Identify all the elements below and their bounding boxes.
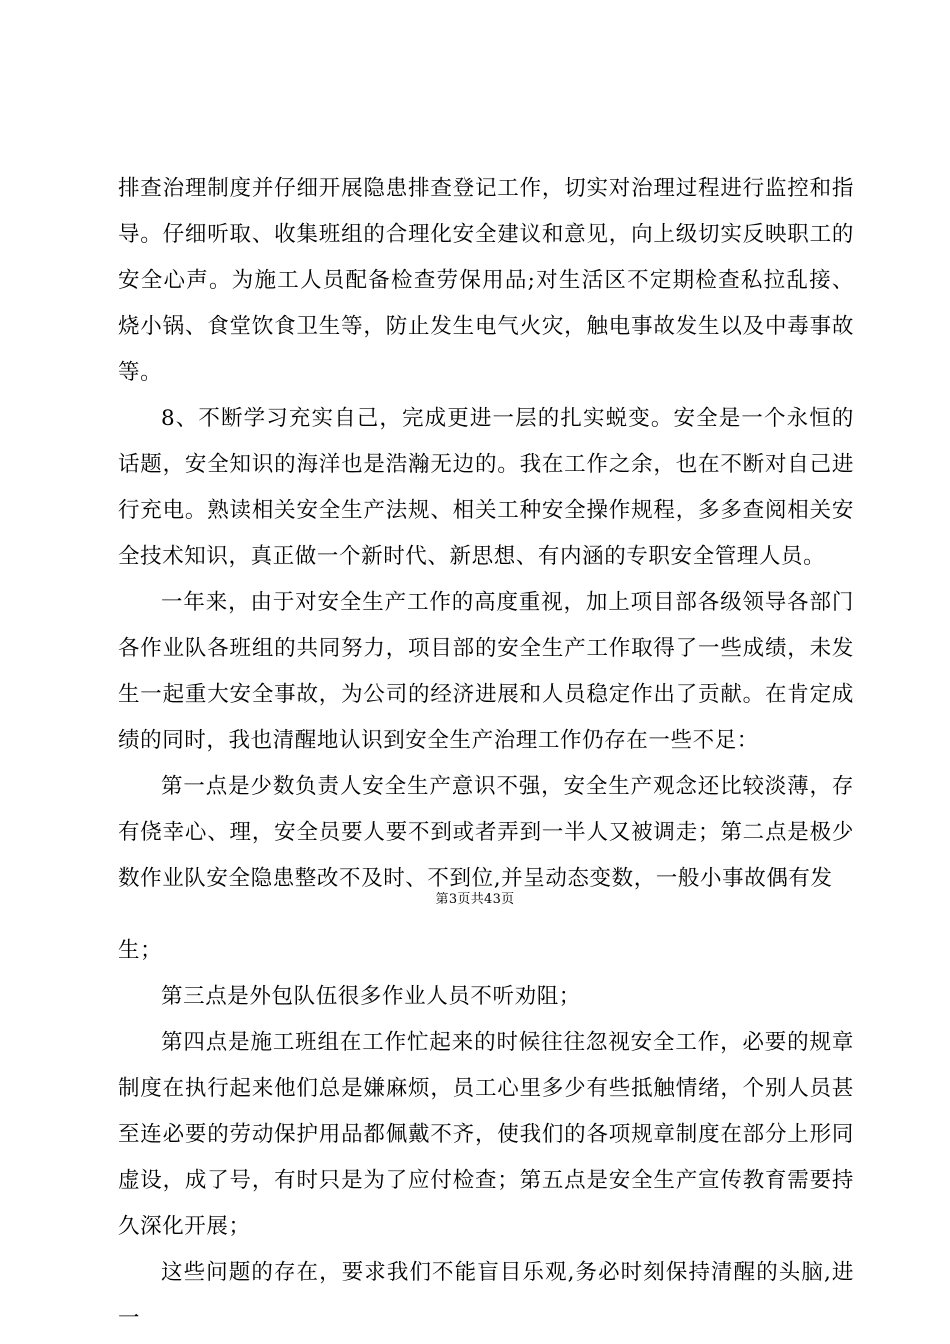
paragraph-summary: 一年来，由于对安全生产工作的高度重视，加上项目部各级领导各部门各作业队各班组的共同努力，项目部的安全生产工作取得了一些成绩，未发生一起重大安全事故，为公司的经济进展和人员稳定作出了贡献。在肯定成绩的同时，我也清醒地认识到安全生产治理工作仍存在一些不足： xyxy=(118,590,854,753)
paragraph-point-4-5: 第四点是施工班组在工作忙起来的时候往往忽视安全工作，必要的规章制度在执行起来他们总是嫌麻烦，员工心里多少有些抵触情绪，个别人员甚至连必要的劳动保护用品都佩戴不齐，使我们的各项规章制度在部分上形同虚设，成了号，有时只是为了应付检查；第五点是安全生产宣传教育需要持久深化开展； xyxy=(118,1030,854,1239)
paragraph-continued-end: 生； xyxy=(118,938,163,963)
paragraph-point-3: 第三点是外包队伍很多作业人员不听劝阻； xyxy=(161,984,581,1009)
paragraph-point-1-2: 第一点是少数负责人安全生产意识不强，安全生产观念还比较淡薄，存有侥幸心、理，安全员要人要不到或者弄到一半人又被调走；第二点是极少数作业队安全隐患整改不及时、不到位,并呈动态变数，一般小事故偶有发 xyxy=(118,774,854,891)
page-top-text xyxy=(118,166,854,902)
paragraph-continued: 排查治理制度并仔细开展隐患排查登记工作，切实对治理过程进行监控和指导。仔细听取、收集班组的合理化安全建议和意见，向上级切实反映职工的安全心声。为施工人员配备检查劳保用品;对生活区不定期检查私拉乱接、烧小锅、食堂饮食卫生等，防止发生电气火灾，触电事故发生以及中毒事故等。 xyxy=(118,176,854,385)
paragraph-conclusion: 这些问题的存在，要求我们不能盲目乐观,务必时刻保持清醒的头脑,进一 xyxy=(118,1260,854,1331)
page-number-footer: 第3页共43页 xyxy=(435,892,515,907)
paragraph-item-8: 8、不断学习充实自己，完成更进一层的扎实蜕变。安全是一个永恒的话题，安全知识的海洋也是浩瀚无边的。我在工作之余，也在不断对自己进行充电。熟读相关安全生产法规、相关工种安全操作规程，多多查阅相关安全技术知识，真正做一个新时代、新思想、有内涵的专职安全管理人员。 xyxy=(118,406,854,569)
page-bottom-text xyxy=(118,928,854,1342)
